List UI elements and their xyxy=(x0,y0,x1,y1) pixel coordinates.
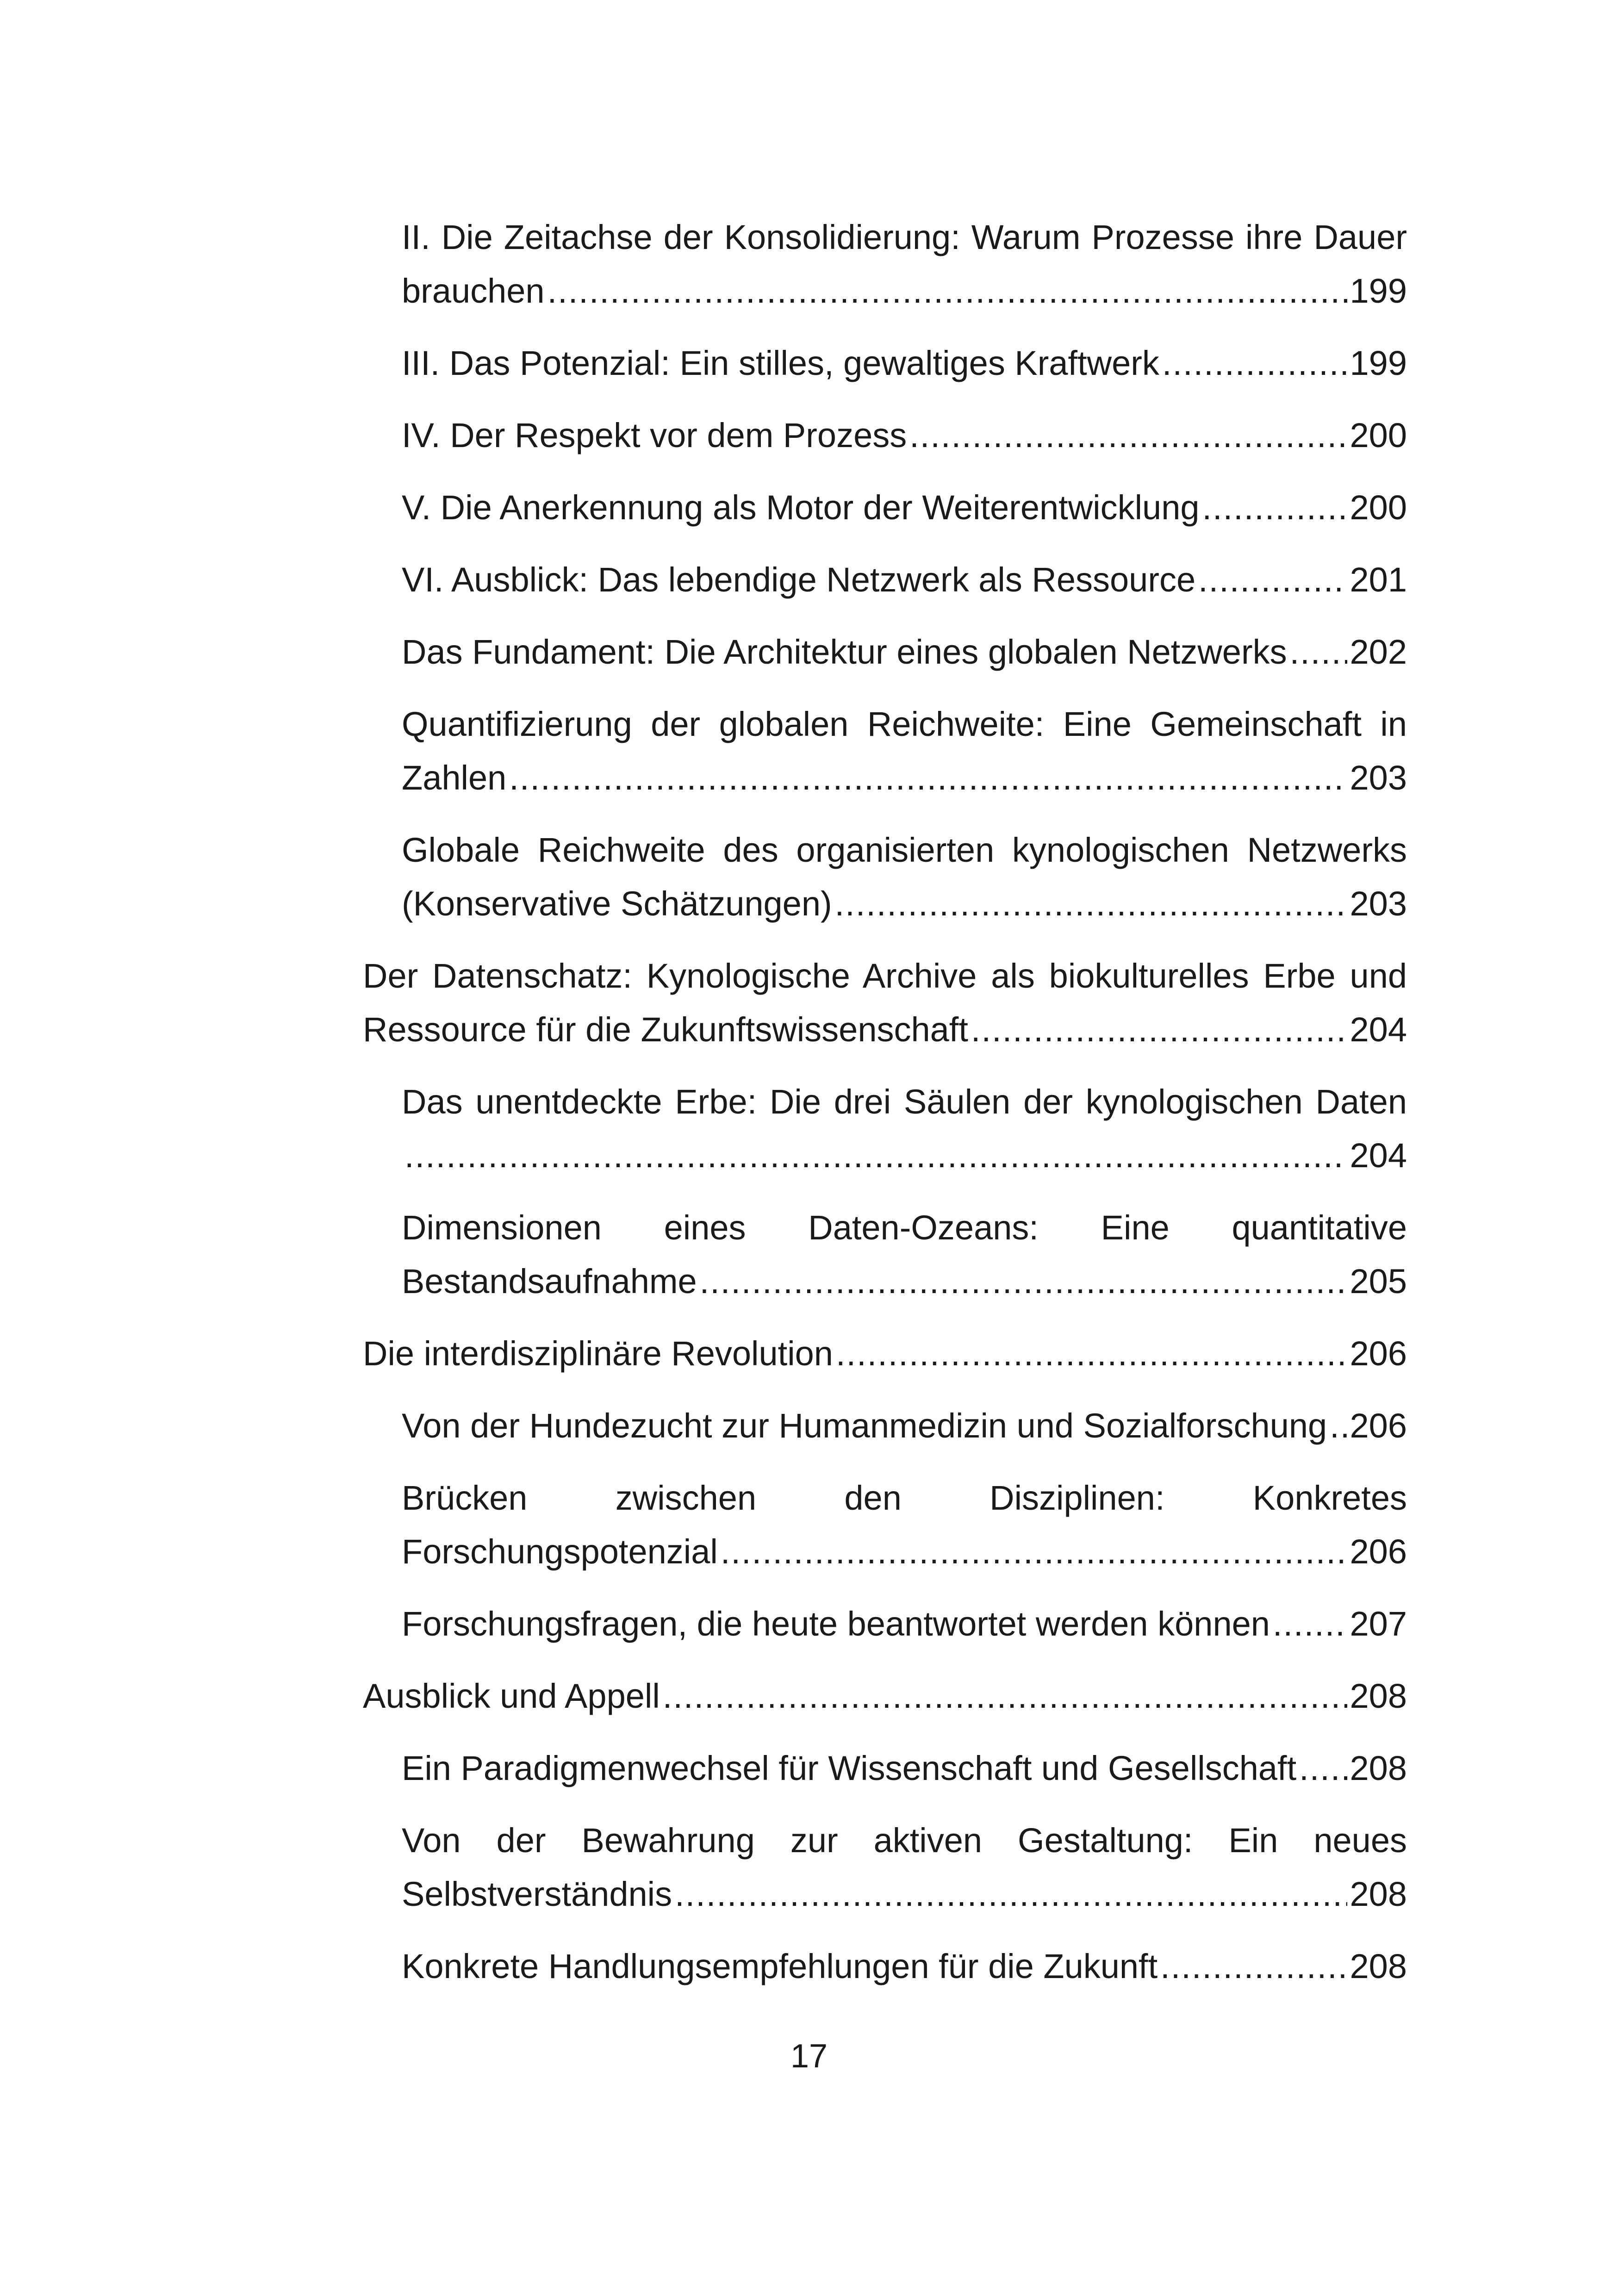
toc-entry-title: Die interdisziplinäre Revolution xyxy=(363,1334,833,1373)
dot-leader xyxy=(721,1525,1347,1579)
toc-entry-line xyxy=(363,1003,1407,1057)
dot-leader xyxy=(1290,625,1347,679)
toc-page-number: 203 xyxy=(1350,884,1407,923)
toc-entry-title: brauchen xyxy=(402,272,545,310)
toc-page-number: 206 xyxy=(1350,1532,1407,1571)
toc-entry xyxy=(402,625,1407,679)
toc-entry-title-line: Dimensionen eines Daten-Ozeans: Eine quantitative xyxy=(402,1208,1407,1247)
toc-entry xyxy=(363,1669,1407,1723)
toc-entry-title: Von der Hundezucht zur Humanmedizin und Sozialforschung xyxy=(402,1406,1327,1445)
toc-entry-line xyxy=(402,1940,1407,1993)
toc-page-number: 199 xyxy=(1350,344,1407,382)
toc-entry xyxy=(402,553,1407,607)
toc-entry-title: III. Das Potenzial: Ein stilles, gewaltiges Kraftwerk xyxy=(402,344,1159,382)
toc-page-number: 203 xyxy=(1350,759,1407,797)
toc-entry-title-line: Quantifizierung der globalen Reichweite: Eine Gemeinschaft in xyxy=(402,705,1407,743)
dot-leader xyxy=(971,1003,1347,1057)
toc-entry-title: Zahlen xyxy=(402,759,507,797)
toc-entry xyxy=(402,823,1407,931)
toc-entry xyxy=(402,1201,1407,1308)
toc-entry-title: VI. Ausblick: Das lebendige Netzwerk als Ressource xyxy=(402,560,1196,599)
toc-entry-line xyxy=(402,1742,1407,1795)
toc-entry-title: Bestandsaufnahme xyxy=(402,1262,697,1300)
dot-leader xyxy=(404,1129,1347,1182)
toc-entry-line xyxy=(402,1525,1407,1579)
toc-entry xyxy=(363,949,1407,1057)
toc-entry xyxy=(402,409,1407,462)
toc-entry-title: Das Fundament: Die Architektur eines globalen Netzwerks xyxy=(402,633,1287,671)
toc-entry-title: Ein Paradigmenwechsel für Wissenschaft und Gesellschaft xyxy=(402,1749,1297,1787)
toc-entry-title: Selbstverständnis xyxy=(402,1875,672,1913)
toc-entry-title: V. Die Anerkennung als Motor der Weiterentwicklung xyxy=(402,488,1200,527)
toc-entry-line xyxy=(402,1399,1407,1453)
toc-page-number: 202 xyxy=(1350,633,1407,671)
dot-leader xyxy=(1198,553,1347,607)
toc-entry-line xyxy=(402,336,1407,390)
toc-entry-line xyxy=(402,1129,1407,1182)
toc-entry-title-line: Der Datenschatz: Kynologische Archive als biokulturelles Erbe und xyxy=(363,957,1407,995)
toc-page-number: 208 xyxy=(1350,1677,1407,1715)
toc-entry-line xyxy=(402,1255,1407,1308)
toc-entry xyxy=(402,481,1407,535)
toc-page-number: 206 xyxy=(1350,1334,1407,1373)
toc-entry xyxy=(402,1814,1407,1921)
toc-entry xyxy=(402,211,1407,318)
toc-page-number: 205 xyxy=(1350,1262,1407,1300)
toc-page-number: 200 xyxy=(1350,488,1407,527)
toc-page-number: 206 xyxy=(1350,1406,1407,1445)
dot-leader xyxy=(909,409,1347,462)
toc-entry-title-line: Globale Reichweite des organisierten kynologischen Netzwerks xyxy=(402,831,1407,869)
toc-page-number: 204 xyxy=(1350,1136,1407,1175)
dot-leader xyxy=(1160,1940,1347,1993)
toc-entry-title-line: Das unentdeckte Erbe: Die drei Säulen der kynologischen Daten xyxy=(402,1083,1407,1121)
table-of-contents xyxy=(363,211,1407,2012)
toc-entry-title: Forschungspotenzial xyxy=(402,1532,718,1571)
dot-leader xyxy=(1330,1399,1347,1453)
dot-leader xyxy=(1299,1742,1347,1795)
toc-entry xyxy=(402,1742,1407,1795)
dot-leader xyxy=(1202,481,1347,535)
toc-entry-line xyxy=(402,751,1407,805)
toc-entry-line xyxy=(402,877,1407,931)
toc-entry xyxy=(402,336,1407,390)
toc-entry-line xyxy=(363,1669,1407,1723)
dot-leader xyxy=(700,1255,1347,1308)
toc-entry xyxy=(402,1075,1407,1182)
toc-page-number: 204 xyxy=(1350,1010,1407,1049)
toc-entry-title: IV. Der Respekt vor dem Prozess xyxy=(402,416,907,454)
page-number: 17 xyxy=(790,2038,828,2075)
dot-leader xyxy=(835,877,1347,931)
toc-page-number: 199 xyxy=(1350,272,1407,310)
toc-entry-title: Konkrete Handlungsempfehlungen für die Zukunft xyxy=(402,1947,1158,1985)
toc-entry-line xyxy=(402,409,1407,462)
dot-leader xyxy=(663,1669,1347,1723)
toc-entry-line xyxy=(363,1327,1407,1381)
toc-entry-line xyxy=(402,1867,1407,1921)
toc-page-number: 208 xyxy=(1350,1749,1407,1787)
toc-entry xyxy=(402,1399,1407,1453)
toc-entry xyxy=(402,1471,1407,1579)
toc-entry-line xyxy=(402,625,1407,679)
toc-entry-line xyxy=(402,1597,1407,1651)
toc-entry-title-line: Brücken zwischen den Disziplinen: Konkretes xyxy=(402,1479,1407,1517)
dot-leader xyxy=(1273,1597,1347,1651)
toc-page-number: 201 xyxy=(1350,560,1407,599)
toc-entry-title: Ressource für die Zukunftswissenschaft xyxy=(363,1010,968,1049)
toc-entry-title: Ausblick und Appell xyxy=(363,1677,660,1715)
toc-entry-line xyxy=(402,264,1407,318)
dot-leader xyxy=(509,751,1347,805)
toc-entry xyxy=(402,1940,1407,1993)
toc-entry xyxy=(402,697,1407,805)
toc-entry-title-line: Von der Bewahrung zur aktiven Gestaltung: Ein neues xyxy=(402,1821,1407,1860)
toc-page-number: 208 xyxy=(1350,1947,1407,1985)
dot-leader xyxy=(675,1867,1347,1921)
toc-page-number: 208 xyxy=(1350,1875,1407,1913)
toc-page-number: 200 xyxy=(1350,416,1407,454)
toc-entry-title-line: II. Die Zeitachse der Konsolidierung: Warum Prozesse ihre Dauer xyxy=(402,218,1407,256)
dot-leader xyxy=(1162,336,1347,390)
dot-leader xyxy=(548,264,1347,318)
toc-entry-line xyxy=(402,553,1407,607)
toc-entry-line xyxy=(402,481,1407,535)
toc-entry xyxy=(402,1597,1407,1651)
toc-page-number: 207 xyxy=(1350,1605,1407,1643)
toc-entry-title: (Konservative Schätzungen) xyxy=(402,884,832,923)
toc-entry-title: Forschungsfragen, die heute beantwortet werden können xyxy=(402,1605,1270,1643)
toc-entry xyxy=(363,1327,1407,1381)
dot-leader xyxy=(836,1327,1347,1381)
